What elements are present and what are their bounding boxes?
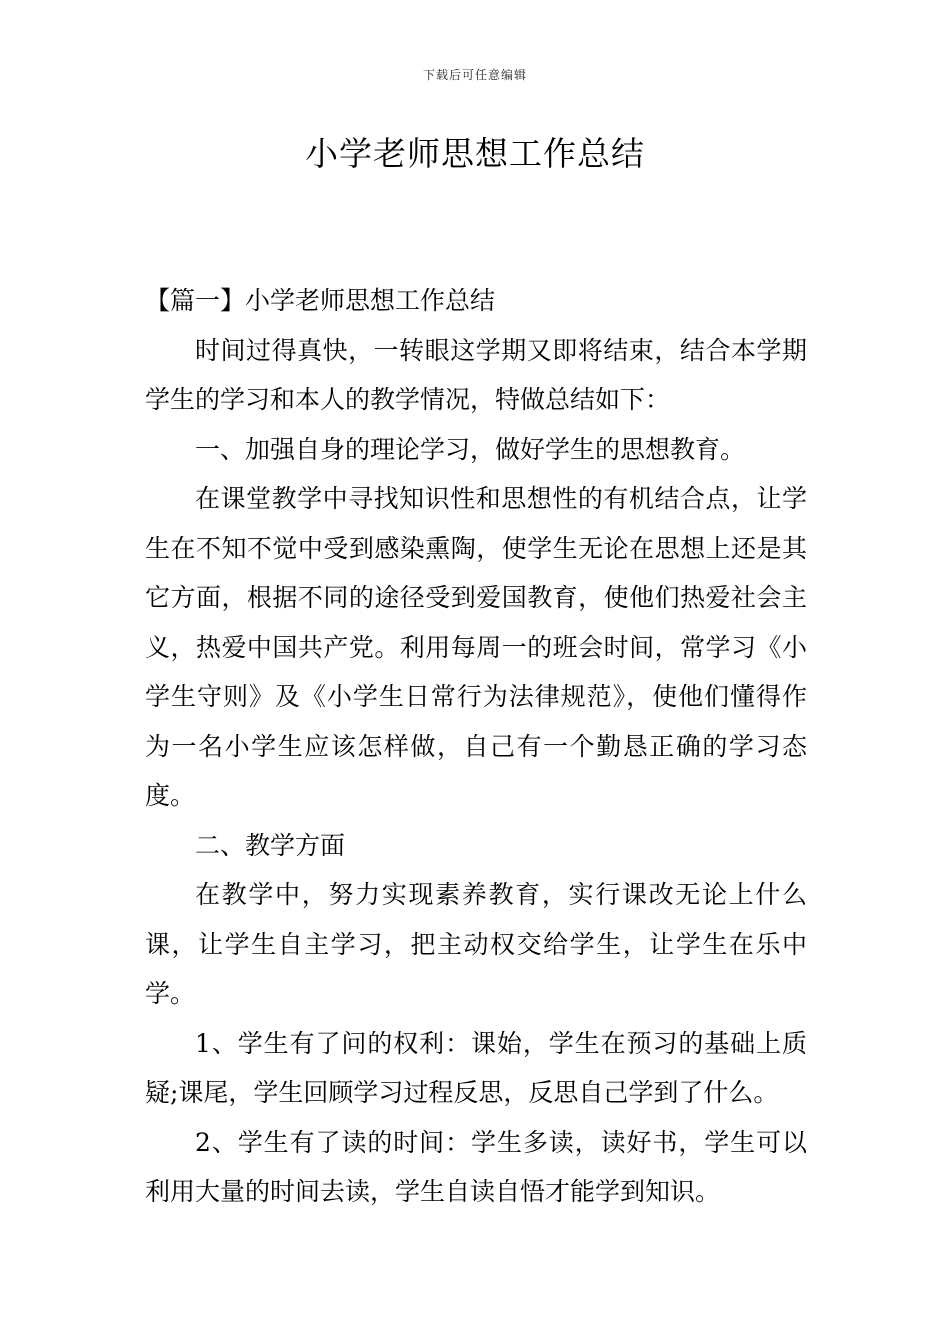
list-item-1: 1、学生有了问的权利：课始，学生在预习的基础上质疑;课尾，学生回顾学习过程反思，反思自己学到了什么。 <box>145 1028 807 1107</box>
point-two-heading: 二、教学方面 <box>195 830 346 860</box>
intro-paragraph: 时间过得真快，一转眼这学期又即将结束，结合本学期学生的学习和本人的教学情况，特做总结如下： <box>145 335 807 414</box>
document-body <box>145 276 807 1217</box>
section-heading: 【篇一】小学老师思想工作总结 <box>145 286 496 315</box>
point-two-paragraph: 在教学中，努力实现素养教育，实行课改无论上什么课，让学生自主学习，把主动权交给学生，让学生在乐中学。 <box>145 880 807 1008</box>
document-title: 小学老师思想工作总结 <box>305 134 645 173</box>
list-item-2: 2、学生有了读的时间：学生多读，读好书，学生可以利用大量的时间去读，学生自读自悟才能学到知识。 <box>145 1127 807 1206</box>
page-header-note: 下载后可任意编辑 <box>422 68 527 82</box>
point-one-heading: 一、加强自身的理论学习，做好学生的思想教育。 <box>195 434 746 464</box>
point-one-paragraph: 在课堂教学中寻找知识性和思想性的有机结合点，让学生在不知不觉中受到感染熏陶，使学生无论在思想上还是其它方面，根据不同的途径受到爱国教育，使他们热爱社会主义，热爱中国共产党。利用每周一的班会时间，常学习《小学生守则》及《小学生日常行为法律规范》，使他们懂得作为一名小学生应该怎样做，自己有一个勤恳正确的学习态度。 <box>145 484 807 810</box>
